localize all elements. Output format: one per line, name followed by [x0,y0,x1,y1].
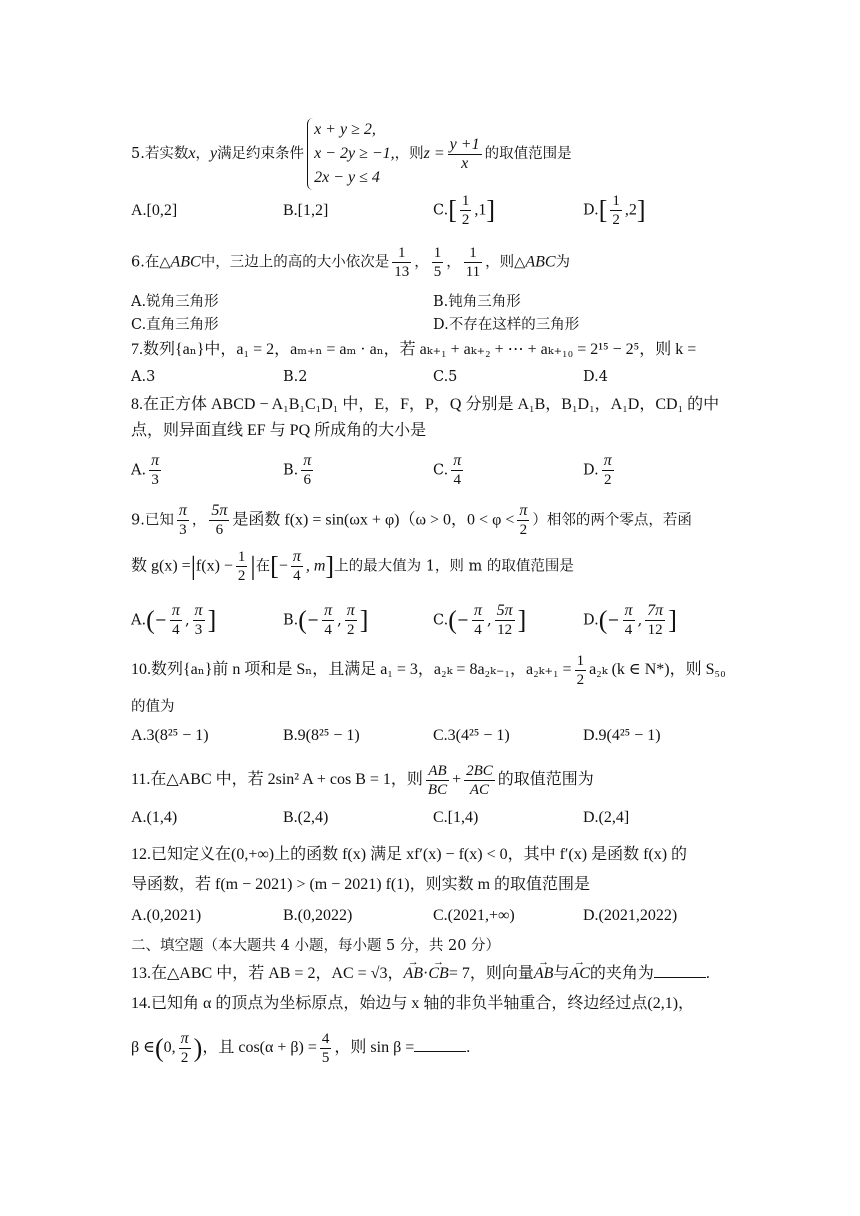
num: 4 [321,1031,330,1047]
q5-option-b[interactable]: B.[1,2] [283,202,329,219]
var-x: x [188,145,196,162]
paren: ( [146,605,155,635]
q11-options [131,805,731,831]
den: 2 [603,472,612,488]
q5-option-c[interactable] [433,192,495,229]
q11-option-a[interactable]: A.(1,4) [131,809,178,826]
question-13 [131,962,731,986]
q12-option-c[interactable]: C.(2021,+∞) [433,907,515,924]
f [645,602,665,639]
question-8-line2: 点，则异面直线 EF 与 PQ 所成角的大小是 [131,422,427,439]
half [575,652,587,689]
beta-in: β ∈ [131,1039,155,1057]
den: 6 [303,472,312,488]
bracket: [ [598,195,608,225]
q9-g: 数 g(x) = [131,557,191,575]
half [236,548,248,585]
constraint-3: 2x − y ≤ 4 [314,169,380,186]
num: π [171,602,180,619]
q12-options [131,903,731,929]
den: 6 [215,522,224,538]
q5-stem-b: 满足约束条件 [217,146,305,162]
den: 4 [293,568,301,584]
q6-stem: 6.在△ [131,254,171,271]
q7-option-c[interactable]: C.5 [433,369,458,385]
question-14-line1: 14.已知角 α 的顶点为坐标原点，始边与 x 轴的非负半轴重合，终边经过点(2,1)， [131,995,695,1012]
rest: ,2 [624,201,637,219]
den: 5 [433,264,442,280]
den: 2 [612,212,620,228]
f [345,602,357,639]
q10-option-c[interactable]: C.3(4²⁵ − 1) [433,727,510,744]
num: π [453,452,462,469]
num: π [519,502,528,519]
vector-ab: → AB [404,962,424,986]
q13-stem-d: 的夹角为 [589,965,654,982]
q13-stem: 13.在△ABC 中，若 AB = 2，AC = √3， [131,965,404,982]
pi-quarter [291,548,303,585]
q9-in: 在 [255,558,271,575]
abs-bar: | [190,551,196,581]
constraint-1: x + y ≥ 2, [314,121,376,138]
q5-options [131,193,731,232]
z-den: x [461,154,469,172]
q6-stem-d: 为 [555,254,571,271]
question-9-line1: 9.已知 $\frac{\pi}{3}$ ， $\frac{5\pi}{6}$ 是函数 f(x) = sin(ωx + φ)（ω > 0，0 < φ < $\frac{\pi}{2}$ ）相邻的两个零点，若函 [131,502,692,538]
abc: ABC [525,253,556,271]
num: 1 [612,193,620,209]
bracket: [ [448,195,457,225]
q9-stem-c: ）相邻的两个零点，若函 [532,512,692,529]
f [495,602,515,639]
comma: ， [195,146,210,162]
answer-blank[interactable] [414,1037,466,1052]
q9-option-c[interactable]: C.(− $\frac{\pi}{4}$ , $\frac{5\pi}{12}$ ] [433,602,527,638]
zero1 [177,502,189,539]
num: π [194,602,203,619]
bracket: ] [517,605,527,635]
f [193,602,205,639]
q13-stem-c: 与 [553,965,570,982]
q10-options [131,723,731,749]
num: π [178,502,187,519]
den: AC [469,782,490,798]
question-12-line2: 导函数，若 f(m − 2021) > (m − 2021) f(1)，则实数 m 的取值范围是 [131,876,591,893]
abc: ABC [170,253,201,271]
vector-ab: → AB [534,962,554,986]
q11-option-d[interactable]: D.(2,4] [583,809,630,826]
paren: ( [154,1033,164,1063]
rest: ,1 [474,201,487,219]
abs-bar: | [250,551,256,581]
den: 4 [453,472,461,488]
num: 1 [237,549,246,565]
z-num: y +1 [449,135,480,153]
h1 [392,244,411,281]
bracket: ] [668,605,677,635]
frac [602,452,614,489]
bracket: ] [325,551,335,581]
frac [301,452,313,489]
minus: − [278,557,288,575]
num: 5π [211,502,228,519]
question-6: 6.在△ABC中，三边上的高的大小依次是 $\frac{1}{13}$ ， $\frac{1}{5}$ ， $\frac{1}{11}$ ，则△ABC为 [131,245,571,280]
label: D. [583,202,599,219]
period: . [466,1039,471,1057]
question-11 [131,762,731,799]
dot: · [423,965,429,982]
num: 1 [433,245,442,261]
q5-option-a[interactable]: A.[0,2] [131,202,178,219]
label: B. [283,462,299,479]
num: π [603,452,612,469]
den: 2 [519,522,528,538]
half [610,192,622,229]
q6-option-b[interactable]: B.钝角三角形 [433,294,521,310]
den: 5 [321,1050,330,1066]
q10-stem-b: a₂ₖ (k ∈ N*)，则 S₅₀ [589,661,726,679]
label: D. [583,462,599,479]
q5-stem-c: ，则 [394,146,424,162]
question-8-line1: 8.在正方体 ABCD − A₁B₁C₁D₁ 中，E，F，P，Q 分别是 A₁B，B₁D₁，A₁D，CD₁ 的中 [131,396,720,413]
q7-options [131,364,731,390]
q10-stem: 10.数列{aₙ}前 n 项和是 Sₙ，且满足 a₁ = 3，a₂ₖ = 8a₂ₖ₋₁，a₂ₖ₊₁ = [131,661,572,679]
q8-option-c[interactable] [433,452,466,489]
q11-option-b[interactable]: B.(2,4) [283,809,329,826]
num: π [624,602,633,619]
bracket: ] [207,605,217,635]
question-5 [131,118,731,186]
label: A. [131,612,147,629]
den: 2 [576,672,585,688]
q7-option-a[interactable]: A.3 [131,369,156,385]
den: 12 [647,622,663,638]
z-lhs: z = [423,145,445,162]
num: 1 [461,193,470,209]
q6-options-row2 [131,312,731,338]
paren: ( [598,605,608,635]
q9-option-a[interactable]: A.(− $\frac{\pi}{4}$ , $\frac{\pi}{3}$ ] [131,602,217,638]
q5-option-d[interactable] [583,192,646,229]
question-10-line2: 的值为 [131,699,175,715]
paren: ( [298,605,307,635]
q12-option-b[interactable]: B.(0,2022) [283,907,353,924]
num: 1 [464,244,482,263]
frac [451,452,463,489]
paren: ( [448,605,457,635]
den: 2 [461,212,470,228]
den: 12 [497,622,513,638]
h3 [464,244,482,281]
label: C. [433,202,449,219]
num: 1 [576,653,585,669]
den: 11 [465,264,481,280]
vector-cb: → CB [428,962,448,986]
bracket: ] [636,195,646,225]
q8-options [131,452,731,496]
num: 1 [392,244,411,263]
q6-option-a[interactable]: A.锐角三角形 [131,294,219,310]
question-14-line2 [131,1030,731,1067]
f1 [426,762,449,799]
m: , m [305,557,326,575]
num: 2BC [466,763,493,779]
q6-stem-b: 中，三边上的高的大小依次是 [200,254,390,271]
q7-option-b[interactable]: B.2 [283,369,308,385]
q7-option-d[interactable]: D.4 [583,369,608,385]
zero: 0, [163,1039,176,1057]
q9-options [131,602,731,646]
den: 3 [179,522,187,538]
answer-blank[interactable] [654,963,706,978]
sin-beta: ，则 sin β = [334,1039,415,1057]
zero2 [209,502,229,539]
question-9-line2 [131,548,731,585]
half [460,192,472,229]
bracket: ] [359,605,369,635]
f [472,602,484,639]
den: 4 [324,622,332,638]
num: 5π [496,602,513,619]
question-12-line1: 12.已知定义在(0,+∞)上的函数 f(x) 满足 xf′(x) − f(x) < 0，其中 f′(x) 是函数 f(x) 的 [131,846,688,863]
q8-option-a[interactable] [131,452,164,489]
den: 2 [180,1050,189,1066]
q11-option-c[interactable]: C.[1,4) [433,809,479,826]
var-y: y [209,145,218,162]
q9-stem-d: 上的最大值为 1，则 m 的取值范围是 [334,558,574,575]
q9-stem: 9.已知 [131,512,174,529]
num: 7π [647,602,664,619]
f [322,602,334,639]
num: π [346,602,355,619]
q9-option-d[interactable]: D.(− $\frac{\pi}{4}$ , $\frac{7\pi}{12}$ ] [583,602,677,638]
den: BC [427,782,448,798]
label: D. [583,612,599,629]
bracket: [ [270,551,279,581]
num: π [292,548,301,565]
q12-option-a[interactable]: A.(0,2021) [131,907,202,924]
q8-option-b[interactable] [283,452,316,489]
h2 [432,244,444,281]
z-fraction [448,136,482,173]
label: B. [283,612,299,629]
section-2-heading: 二、填空题（本大题共 4 小题，每小题 5 分，共 20 分） [131,938,501,954]
period: . [705,965,710,982]
paren: ) [193,1033,203,1063]
num: π [180,1030,189,1047]
q5-stem: 5.若实数 [131,146,189,162]
q13-stem-b: = 7，则向量 [448,965,534,982]
label: C. [433,612,449,629]
q8-option-d[interactable] [583,452,617,489]
f [170,602,182,639]
f2 [464,762,495,799]
q9-stem-b: 是函数 f(x) = sin(ωx + φ)（ω > 0，0 < φ < [232,511,515,529]
num: π [151,452,160,469]
constraint-system [307,118,395,190]
q6-option-d[interactable]: D.不存在这样的三角形 [433,317,580,333]
q10-option-d[interactable]: D.9(4²⁵ − 1) [583,727,661,744]
den: 4 [474,622,482,638]
constraint-2: x − 2y ≥ −1, [314,145,395,162]
den: 3 [151,472,159,488]
den: 2 [237,568,246,584]
question-10-line1 [131,652,731,689]
cos: ，且 cos(α + β) = [202,1039,317,1057]
question-7: 7.数列{aₙ}中，a₁ = 2，aₘ₊ₙ = aₘ · aₙ，若 aₖ₊₁ + aₖ₊₂ + ⋯ + aₖ₊₁₀ = 2¹⁵ − 2⁵，则 k = [131,341,697,358]
frac [149,452,161,489]
den: 4 [624,622,633,638]
pi-half [517,502,529,539]
q5-stem-d: 的取值范围是 [484,146,572,162]
q9-fx: f(x) − [195,557,233,575]
q6-option-c[interactable]: C.直角三角形 [131,317,219,333]
q10-option-b[interactable]: B.9(8²⁵ − 1) [283,727,360,744]
num: π [474,602,483,619]
num: π [324,602,333,619]
f [623,602,635,639]
label: A. [131,462,147,479]
label: C. [433,462,449,479]
vector-ac: → AC [569,962,589,986]
q10-option-a[interactable]: A.3(8²⁵ − 1) [131,727,209,744]
bracket: ] [486,195,496,225]
q12-option-d[interactable]: D.(2021,2022) [583,907,678,924]
q9-option-b[interactable]: B.(− $\frac{\pi}{4}$ , $\frac{\pi}{2}$ ] [283,602,369,638]
q6-stem-c: ，则△ [485,254,526,271]
num: AB [426,762,449,781]
q11-stem-b: 的取值范围为 [497,771,594,789]
den: 13 [394,264,410,280]
den: 2 [346,622,355,638]
den: 3 [194,622,203,638]
plus: + [452,771,462,789]
pi-half [179,1030,191,1067]
q11-stem: 11.在△ABC 中，若 2sin² A + cos B = 1，则 [131,771,423,789]
den: 4 [172,622,180,638]
num: π [303,452,312,469]
four-fifths [320,1030,332,1067]
